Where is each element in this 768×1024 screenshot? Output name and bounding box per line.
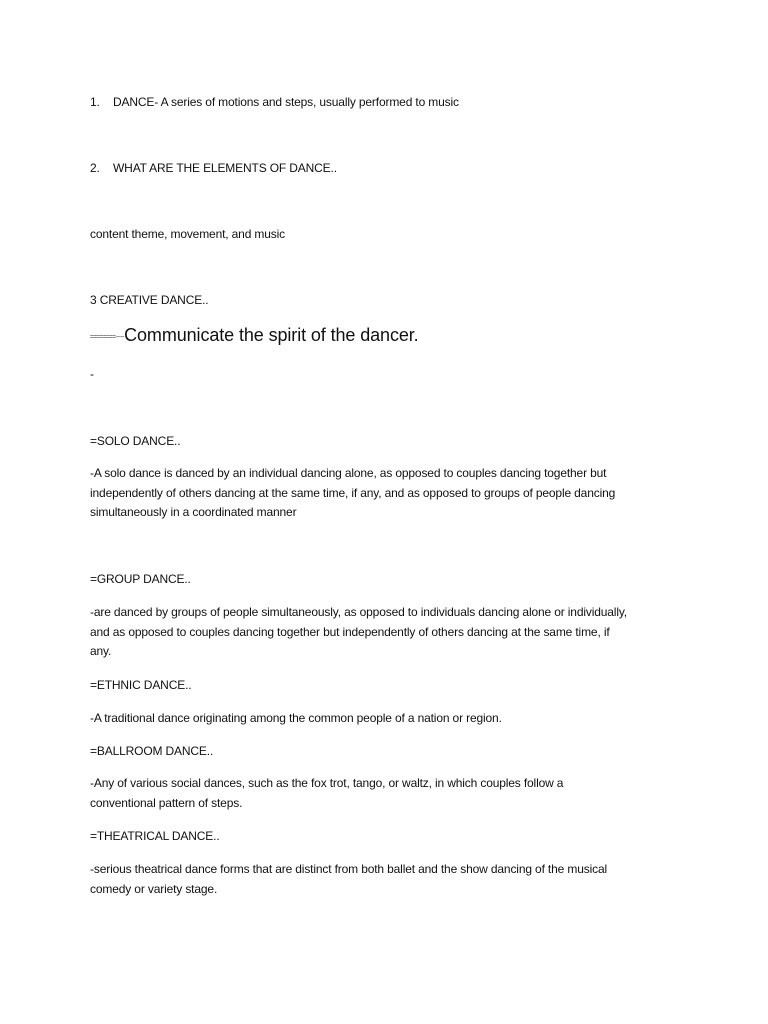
list-item-elements-question [90, 159, 337, 178]
ballroom-dance-description [90, 774, 690, 813]
list-text: WHAT ARE THE ELEMENTS OF DANCE.. [113, 161, 337, 175]
list-number: 1. [90, 95, 100, 109]
group-dance-description [90, 603, 690, 662]
paragraph-line: conventional pattern of steps. [90, 795, 243, 810]
theatrical-dance-heading: =THEATRICAL DANCE.. [90, 829, 220, 843]
elements-answer: content theme, movement, and music [90, 227, 285, 241]
paragraph-line: any. [90, 644, 112, 658]
paragraph-line: and as opposed to couples dancing together but independently of others dancing at the same time, if [90, 624, 610, 639]
solo-dance-heading: =SOLO DANCE.. [90, 434, 181, 448]
creative-dance-statement-line [90, 326, 419, 347]
paragraph-line: -are danced by groups of people simultaneously, as opposed to individuals dancing alone or individually, [90, 605, 627, 619]
list-number: 2. [90, 161, 100, 175]
creative-dance-statement: Communicate the spirit of the dancer. [124, 325, 419, 345]
theatrical-dance-description [90, 860, 690, 899]
paragraph-line: comedy or variety stage. [90, 881, 218, 896]
equals-dash-prefix: ========----- [90, 334, 125, 341]
ethnic-dance-heading: =ETHNIC DANCE.. [90, 678, 192, 692]
paragraph-line: simultaneously in a coordinated manner [90, 505, 297, 519]
paragraph-line: -A solo dance is danced by an individual dancing alone, as opposed to couples dancing together but [90, 466, 607, 480]
ballroom-dance-heading: =BALLROOM DANCE.. [90, 744, 214, 758]
creative-dance-heading: 3 CREATIVE DANCE.. [90, 293, 209, 307]
ethnic-dance-description: -A traditional dance originating among the common people of a nation or region. [90, 711, 502, 725]
paragraph-line: -Any of various social dances, such as the fox trot, tango, or waltz, in which couples follow a [90, 776, 564, 790]
paragraph-line: independently of others dancing at the same time, if any, and as opposed to groups of people dancing [90, 485, 616, 500]
list-item-dance-definition [90, 93, 459, 112]
solo-dance-description [90, 464, 690, 523]
paragraph-line: -serious theatrical dance forms that are distinct from both ballet and the show dancing of the musical [90, 862, 607, 876]
stray-dash: - [90, 367, 94, 381]
list-text: DANCE- A series of motions and steps, usually performed to music [113, 95, 459, 109]
group-dance-heading: =GROUP DANCE.. [90, 572, 191, 586]
